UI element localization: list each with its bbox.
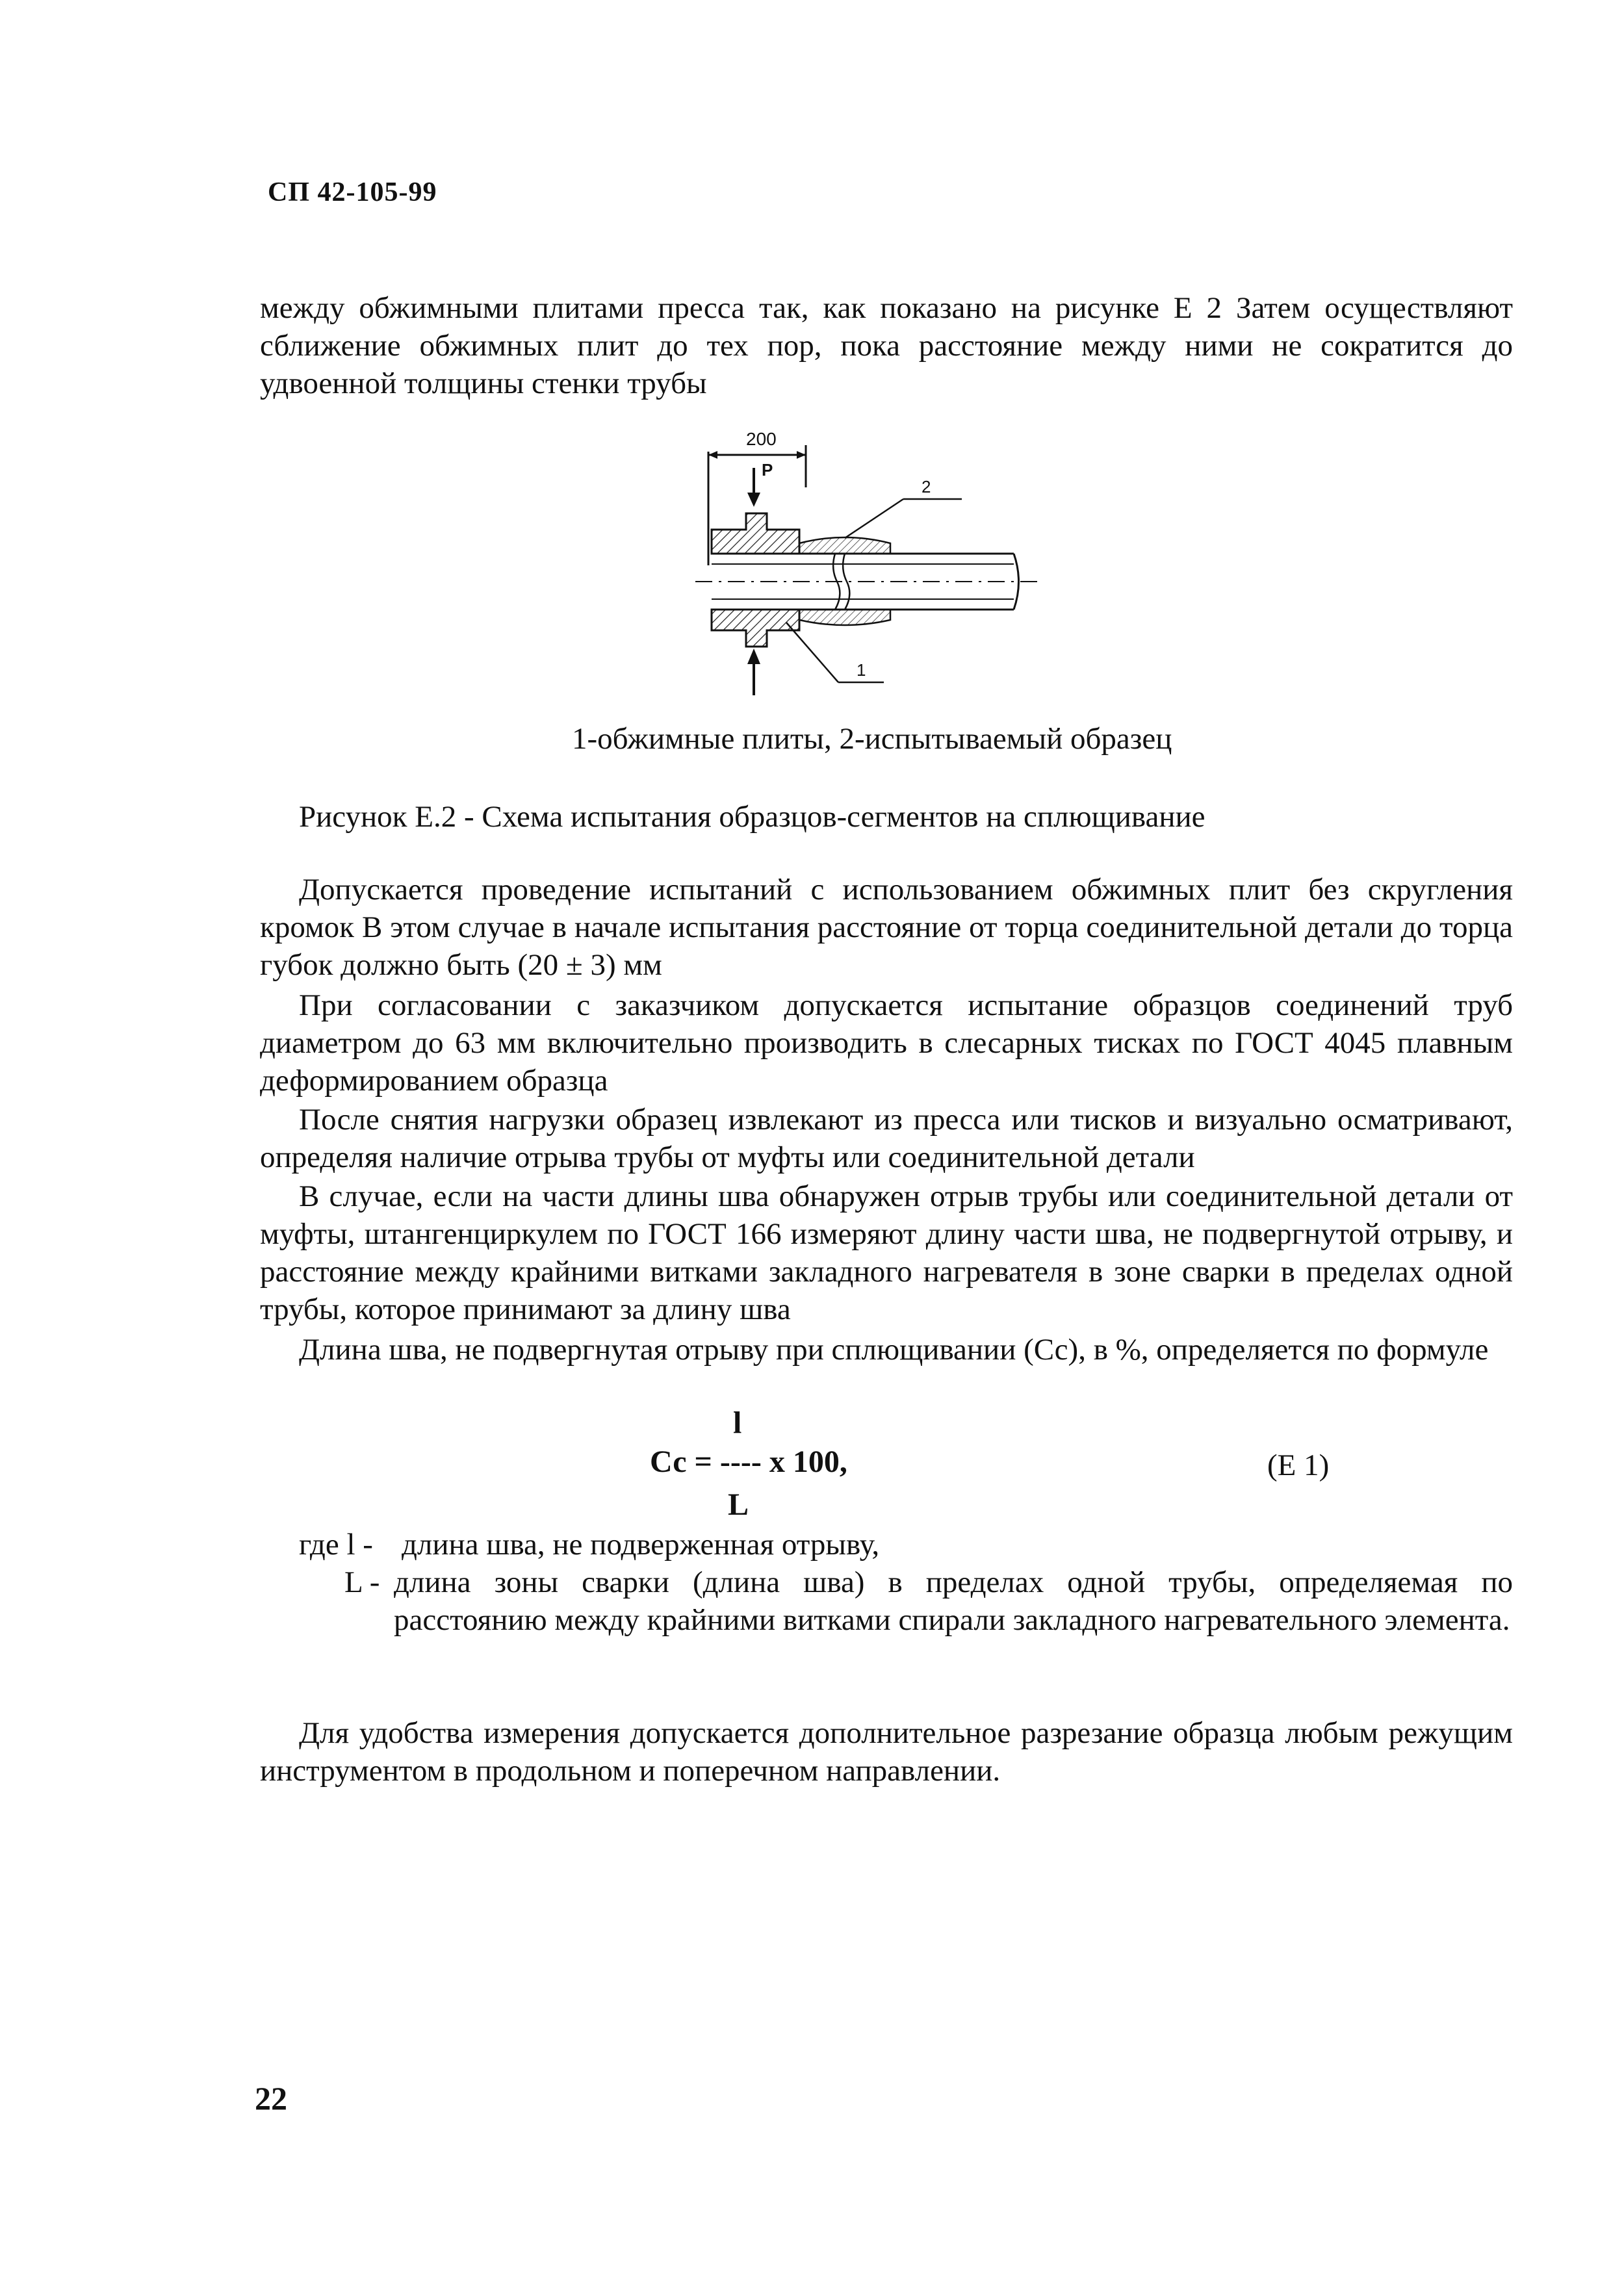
paragraph-intro: между обжимными плитами пресса так, как показано на рисунке Е 2 Затем осуществляют сближение обжимных плит до тех пор, пока расстояние между ними не сократится до удвоенной толщины стенки трубы	[260, 291, 1513, 400]
figure-caption: Рисунок Е.2 - Схема испытания образцов-сегментов на сплющивание	[299, 800, 1205, 834]
force-arrow-top	[747, 460, 773, 507]
paragraph-allowance: Допускается проведение испытаний с использованием обжимных плит без скругления кромок В этом случае в начале испытания расстояние от торца соединительной детали до торца губок должно быть (20 ± 3) мм	[260, 873, 1513, 982]
callout-2-label: 2	[922, 477, 931, 496]
dimension-label: 200	[746, 429, 777, 449]
force-arrow-bottom	[747, 649, 760, 695]
page-number: 22	[255, 2080, 287, 2116]
flattening-test-diagram	[689, 416, 1053, 702]
force-label: P	[762, 460, 773, 480]
paragraph-inspection: После снятия нагрузки образец извлекают из пресса или тисков и визуально осматривают, определяя наличие отрыва трубы от муфты или соединительной детали	[260, 1103, 1513, 1174]
callout-1-label: 1	[857, 660, 866, 680]
definition-L-text: длина зоны сварки (длина шва) в пределах одной трубы, определяемая по расстоянию между крайними витками спирали закладного нагревательного элемента.	[394, 1565, 1513, 1637]
paragraph-cutting: Для удобства измерения допускается дополнительное разрезание образца любым режущим инструментом в продольном и поперечном направлении.	[260, 1716, 1513, 1788]
paragraph-vise: При согласовании с заказчиком допускается испытание образцов соединений труб диаметром до 63 мм включительно производить в слесарных тисках по ГОСТ 4045 плавным деформированием образца	[260, 988, 1513, 1098]
pipe	[695, 554, 1040, 610]
callout-1	[786, 623, 884, 682]
formula-numerator: l	[733, 1406, 742, 1440]
document-code: СП 42-105-99	[268, 177, 437, 207]
paragraph-formula-intro: Длина шва, не подвергнутая отрыву при сплющивании (Сс), в %, определяется по формуле	[299, 1333, 1489, 1367]
press-plate-top	[712, 513, 799, 554]
definition-L-term: L -	[344, 1565, 380, 1599]
definition-l-text: длина шва, не подверженная отрыву,	[402, 1528, 880, 1562]
press-plate-bottom	[712, 610, 799, 647]
callout-2	[845, 477, 962, 538]
formula-number: (Е 1)	[1267, 1448, 1330, 1482]
definition-l-term: где l -	[299, 1528, 373, 1562]
formula-denominator: L	[728, 1487, 749, 1522]
paragraph-measurement: В случае, если на части длины шва обнаружен отрыв трубы или соединительной детали от муфты, штангенциркулем по ГОСТ 166 измеряют длину части шва, не подвергнутой отрыву, и расстояние между крайними витками закладного нагревателя в зоне сварки в пределах одной трубы, которое принимают за длину шва	[260, 1179, 1513, 1326]
figure-legend: 1-обжимные плиты, 2-испытываемый образец	[572, 722, 1172, 756]
coupling-sample	[799, 537, 890, 625]
formula-main: Сс = ---- х 100,	[650, 1445, 847, 1479]
